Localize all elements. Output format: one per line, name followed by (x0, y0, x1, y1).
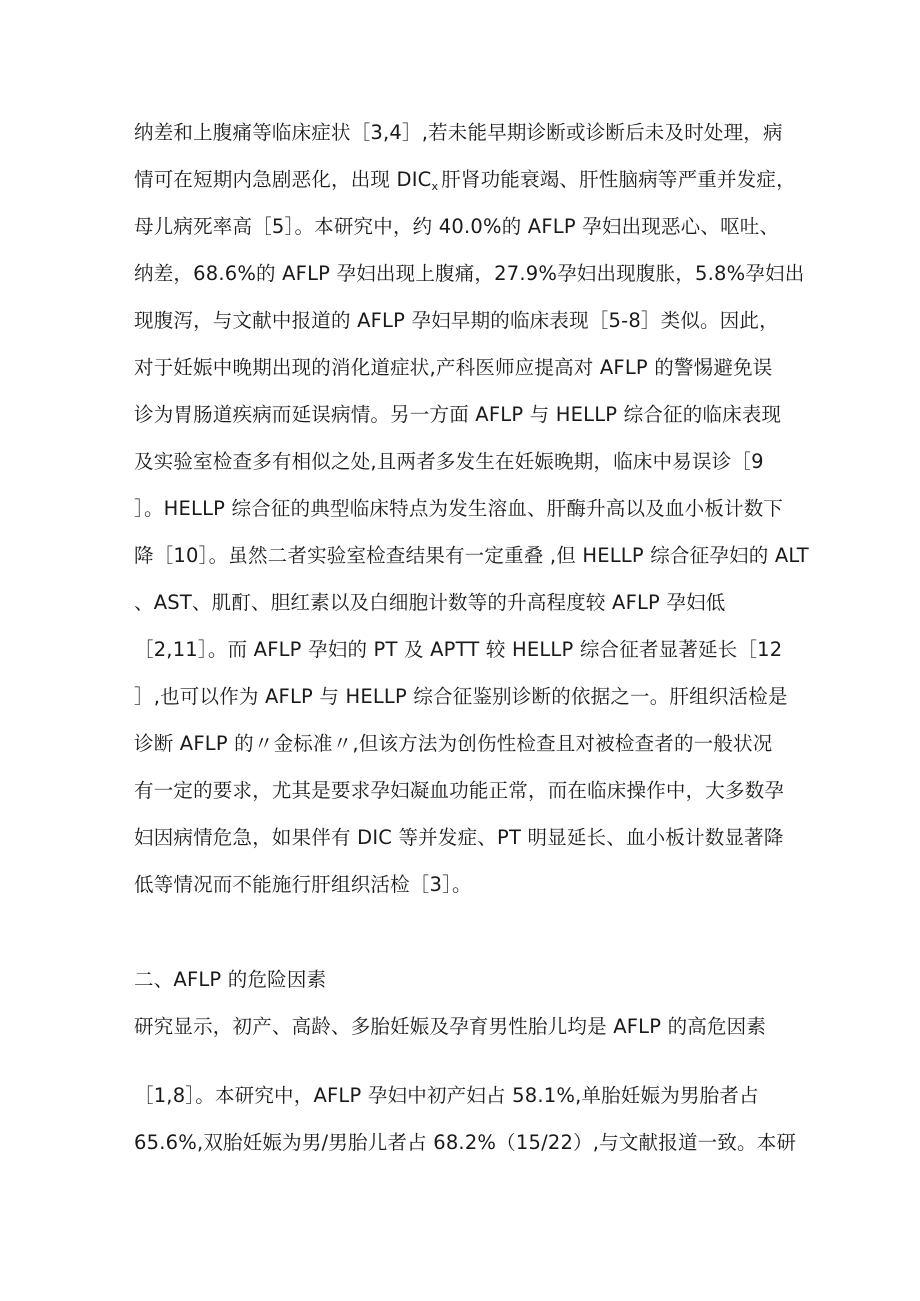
paragraph1-line-4: 纳差，68.6%的 AFLP 孕妇出现上腹痛，27.9%孕妇出现腹胀，5.8%孕妇出 (134, 262, 805, 285)
paragraph2-line-1: 研究显示，初产、高龄、多胎妊娠及孕育男性胎儿均是 AFLP 的高危因素 (134, 1015, 767, 1038)
paragraph1-line-11: 、AST、肌酊、胆红素以及白细胞计数等的升高程度较 AFLP 孕妇低 (134, 591, 726, 614)
paragraph1-line-15: 有一定的要求，尤其是要求孕妇凝血功能正常，而在临床操作中，大多数孕 (134, 779, 785, 802)
paragraph1-line-8: 及实验室检查多有相似之处,且两者多发生在妊娠晚期，临床中易误诊［9 (134, 450, 764, 473)
paragraph3-line-1: ［1,8］。本研究中，AFLP 孕妇中初产妇占 58.1%,单胎妊娠为男胎者占 (134, 1084, 759, 1107)
paragraph1-line-2-tail: 肝肾功能衰竭、肝性脑病等严重并发症， (441, 168, 796, 191)
paragraph1-line-3: 母儿病死率高［5］。本研究中，约 40.0%的 AFLP 孕妇出现恶心、呕吐、 (134, 215, 780, 238)
paragraph1-line-10: 降［10］。虽然二者实验室检查结果有一定重叠 ,但 HELLP 综合征孕妇的 ALT (134, 544, 809, 567)
paragraph1-line-7: 诊为胃肠道疾病而延误病情。另一方面 AFLP 与 HELLP 综合征的临床表现 (134, 403, 782, 426)
paragraph1-line-1: 纳差和上腹痛等临床症状［3,4］,若未能早期诊断或诊断后未及时处理，病 (134, 121, 783, 144)
paragraph1-line-2-head: 情可在短期内急剧恶化，出现 DIC (134, 168, 432, 191)
paragraph1-line-5: 现腹泻，与文献中报道的 AFLP 孕妇早期的临床表现［5-8］类似。因此， (134, 309, 779, 332)
section-heading: 二、AFLP 的危险因素 (134, 968, 327, 991)
paragraph1-line-16: 妇因病情危急，如果伴有 DIC 等并发症、PT 明显延长、血小板计数显著降 (134, 826, 784, 849)
paragraph1-line-12: ［2,11］。而 AFLP 孕妇的 PT 及 APTT 较 HELLP 综合征者显著延长［12 (134, 638, 783, 661)
paragraph1-line-17: 低等情况而不能施行肝组织活检［3］。 (134, 873, 472, 896)
paragraph1-line-13: ］,也可以作为 AFLP 与 HELLP 综合征鉴别诊断的依据之一。肝组织活检是 (134, 685, 788, 708)
paragraph1-line-2 (134, 168, 796, 199)
paragraph1-line-9: ］。HELLP 综合征的典型临床特点为发生溶血、肝酶升高以及血小板计数下 (134, 497, 784, 520)
paragraph1-line-6: 对于妊娠中晚期出现的消化道症状,产科医师应提高对 AFLP 的警惕避免误 (134, 356, 773, 379)
paragraph1-line-2-subscript: x (431, 180, 439, 193)
paragraph3-line-2: 65.6%,双胎妊娠为男/男胎儿者占 68.2%（15/22）,与文献报道一致。本研 (134, 1131, 797, 1154)
paragraph1-line-14: 诊断 AFLP 的〃金标准〃,但该方法为创伤性检查且对被检查者的一般状况 (134, 732, 773, 755)
